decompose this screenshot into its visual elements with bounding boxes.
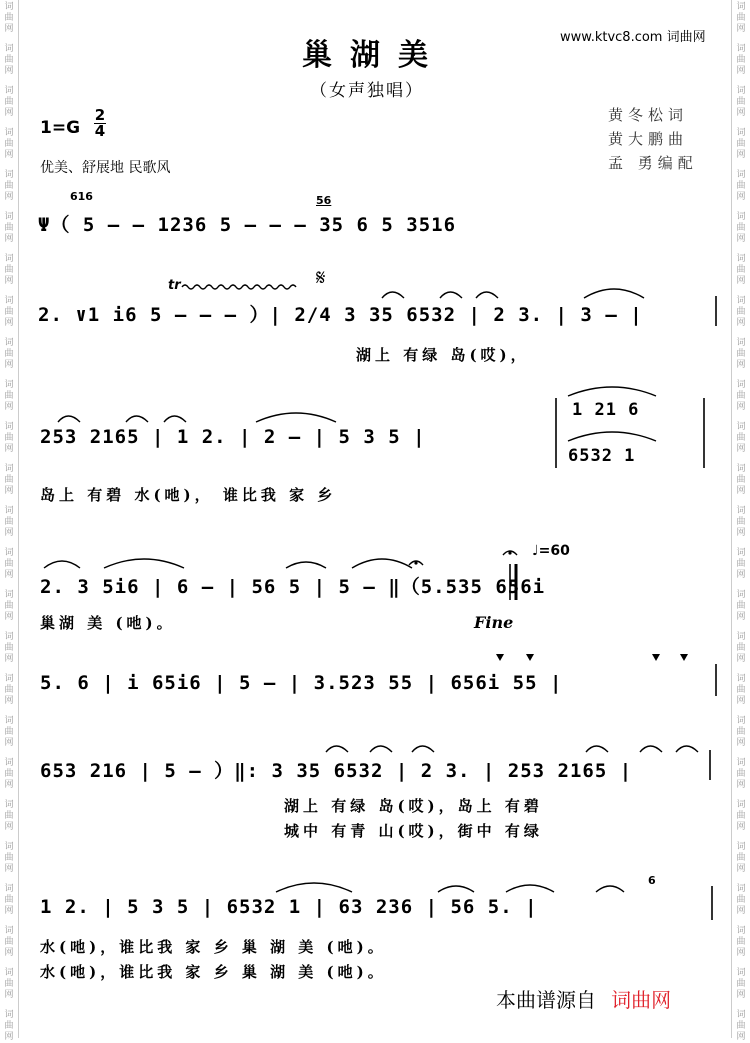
- time-signature-top: 2: [94, 106, 106, 124]
- watermark-glyphs: 词 曲 网: [736, 506, 746, 538]
- slur: [126, 416, 148, 422]
- watermark-glyphs: 词 曲 网: [4, 296, 14, 328]
- lyrics-row-4: 巢湖 美 (吔)。: [40, 614, 176, 632]
- slur: [506, 885, 554, 892]
- slur: [256, 413, 336, 422]
- source-site-link[interactable]: 词曲网: [611, 988, 672, 1012]
- watermark-glyphs: 词 曲 网: [4, 506, 14, 538]
- slur: [382, 292, 404, 298]
- watermark-glyphs: 词 曲 网: [4, 338, 14, 370]
- lyrics-row-6-verse-1: 湖上 有绿 岛(哎)，岛上 有碧: [284, 797, 543, 815]
- lyrics-row-6-verse-2: 城中 有青 山(哎)，街中 有绿: [284, 822, 543, 840]
- watermark-glyphs: 词 曲 网: [736, 128, 746, 160]
- site-url[interactable]: www.ktvc8.com 词曲网: [560, 30, 706, 45]
- notation-row-1: Ψ（ 5 – – 1236 5 – – – 35 6 5 3516: [38, 214, 457, 236]
- watermark-glyphs: 词 曲 网: [736, 968, 746, 1000]
- key-signature: 1=G: [40, 118, 81, 138]
- slur: [586, 746, 608, 752]
- volta-upper: 1 21 6: [572, 400, 640, 420]
- slur: [476, 292, 498, 298]
- slur: [276, 883, 352, 892]
- watermark-glyphs: 词 曲 网: [736, 170, 746, 202]
- slur: [412, 746, 434, 752]
- notation-row-4: 2. 3 5i6 | 6 – | 56 5 | 5 – ‖（5.535 656i: [40, 576, 546, 598]
- watermark-glyphs: 词 曲 网: [4, 716, 14, 748]
- slur: [286, 562, 326, 568]
- watermark-glyphs: 词 曲 网: [4, 632, 14, 664]
- slur: [326, 746, 348, 752]
- watermark-glyphs: 词 曲 网: [736, 254, 746, 286]
- watermark-glyphs: 词 曲 网: [4, 674, 14, 706]
- watermark-glyphs: 词 曲 网: [736, 800, 746, 832]
- time-signature-bottom: 4: [94, 122, 106, 140]
- notation-row-2: 2. ∨1 i6 5 – – – ）| 2/4 3 35 6532 | 2 3. | 3 – |: [38, 304, 643, 326]
- notation-row-5: 5. 6 | i 65i6 | 5 – | 3.523 55 | 656i 55 |: [40, 672, 563, 694]
- watermark-glyphs: 词 曲 网: [4, 2, 14, 34]
- fine-marking: Fine: [474, 613, 514, 632]
- grace-note-6: 6: [648, 874, 656, 887]
- slur: [104, 559, 184, 568]
- staccato-mark: [652, 654, 660, 661]
- volta-lower: 6532 1: [568, 446, 636, 466]
- trill-wave: [182, 285, 296, 289]
- slur: [370, 746, 392, 752]
- fermata-dot: [508, 551, 511, 554]
- watermark-glyphs: 词 曲 网: [736, 590, 746, 622]
- watermark-glyphs: 词 曲 网: [736, 716, 746, 748]
- watermark-glyphs: 词 曲 网: [736, 212, 746, 244]
- notation-row-3: 253 2165 | 1 2. | 2 – | 5 3 5 |: [40, 426, 426, 448]
- slur: [676, 746, 698, 752]
- fermata-dot: [414, 561, 417, 564]
- trill-mark: tr: [168, 278, 181, 293]
- watermark-glyphs: 词 曲 网: [4, 800, 14, 832]
- watermark-glyphs: 词 曲 网: [736, 632, 746, 664]
- watermark-glyphs: 词 曲 网: [4, 842, 14, 874]
- watermark-glyphs: 词 曲 网: [736, 422, 746, 454]
- slur: [596, 886, 624, 892]
- watermark-glyphs: 词 曲 网: [736, 464, 746, 496]
- watermark-glyphs: 词 曲 网: [736, 884, 746, 916]
- slur: [44, 561, 80, 568]
- lyricist-credit: 黄冬松词: [608, 106, 689, 124]
- watermark-glyphs: 词 曲 网: [4, 170, 14, 202]
- watermark-glyphs: 词 曲 网: [4, 86, 14, 118]
- watermark-glyphs: 词 曲 网: [4, 758, 14, 790]
- slur: [568, 432, 656, 441]
- watermark-glyphs: 词 曲 网: [736, 842, 746, 874]
- watermark-glyphs: 词 曲 网: [4, 926, 14, 958]
- watermark-glyphs: 词 曲 网: [736, 1010, 746, 1042]
- watermark-glyphs: 词 曲 网: [736, 758, 746, 790]
- watermark-glyphs: 词 曲 网: [4, 464, 14, 496]
- lyrics-row-2: 湖上 有绿 岛(哎)，: [356, 346, 530, 364]
- composer-credit: 黄大鹏曲: [608, 130, 689, 148]
- slur: [568, 387, 656, 396]
- watermark-glyphs: 词 曲 网: [736, 380, 746, 412]
- watermark-glyphs: 词 曲 网: [736, 44, 746, 76]
- staccato-mark: [496, 654, 504, 661]
- watermark-glyphs: 词 曲 网: [4, 590, 14, 622]
- slur: [640, 746, 662, 752]
- watermark-glyphs: 词 曲 网: [736, 548, 746, 580]
- watermark-glyphs: 词 曲 网: [736, 86, 746, 118]
- slur: [584, 289, 644, 298]
- watermark-glyphs: 词 曲 网: [4, 968, 14, 1000]
- watermark-glyphs: 词 曲 网: [4, 884, 14, 916]
- watermark-glyphs: 词 曲 网: [4, 254, 14, 286]
- staccato-mark: [680, 654, 688, 661]
- arranger-credit: 孟 勇编配: [608, 154, 698, 172]
- watermark-glyphs: 词 曲 网: [736, 674, 746, 706]
- grace-notes-2: 56: [316, 194, 332, 207]
- watermark-glyphs: 词 曲 网: [4, 1010, 14, 1042]
- slur: [352, 559, 412, 568]
- grace-notes-1: 616: [70, 190, 93, 203]
- lyrics-row-7-verse-1: 水(吔)，谁比我 家 乡 巢 湖 美 (吔)。: [40, 938, 387, 956]
- lyrics-row-3: 岛上 有碧 水(吔)， 谁比我 家 乡: [40, 486, 337, 504]
- watermark-glyphs: 词 曲 网: [4, 44, 14, 76]
- watermark-glyphs: 词 曲 网: [4, 422, 14, 454]
- watermark-glyphs: 词 曲 网: [736, 296, 746, 328]
- staccato-mark: [526, 654, 534, 661]
- tempo-marking: ♩=60: [532, 543, 570, 559]
- lyrics-row-7-verse-2: 水(吔)，谁比我 家 乡 巢 湖 美 (吔)。: [40, 963, 387, 981]
- watermark-glyphs: 词 曲 网: [736, 338, 746, 370]
- watermark-glyphs: 词 曲 网: [736, 2, 746, 34]
- watermark-glyphs: 词 曲 网: [4, 548, 14, 580]
- expression-marking: 优美、舒展地 民歌风: [40, 160, 171, 176]
- watermark-glyphs: 词 曲 网: [4, 380, 14, 412]
- watermark-glyphs: 词 曲 网: [4, 128, 14, 160]
- slur: [438, 886, 474, 892]
- watermark-glyphs: 词 曲 网: [736, 926, 746, 958]
- segno-sign: 𝄋: [316, 266, 326, 291]
- slur: [164, 416, 186, 422]
- song-title: 巢湖美: [302, 38, 446, 73]
- notation-row-6: 653 216 | 5 – ）‖: 3 35 6532 | 2 3. | 253 2165 |: [40, 760, 633, 782]
- notation-row-7: 1 2. | 5 3 5 | 6532 1 | 63 236 | 56 5. |: [40, 896, 538, 918]
- source-prefix: 本曲谱源自: [496, 988, 596, 1012]
- watermark-glyphs: 词 曲 网: [4, 212, 14, 244]
- tempo-value: =60: [538, 543, 570, 559]
- song-subtitle: （女声独唱）: [310, 81, 424, 101]
- slur: [58, 416, 80, 422]
- slur: [440, 292, 462, 298]
